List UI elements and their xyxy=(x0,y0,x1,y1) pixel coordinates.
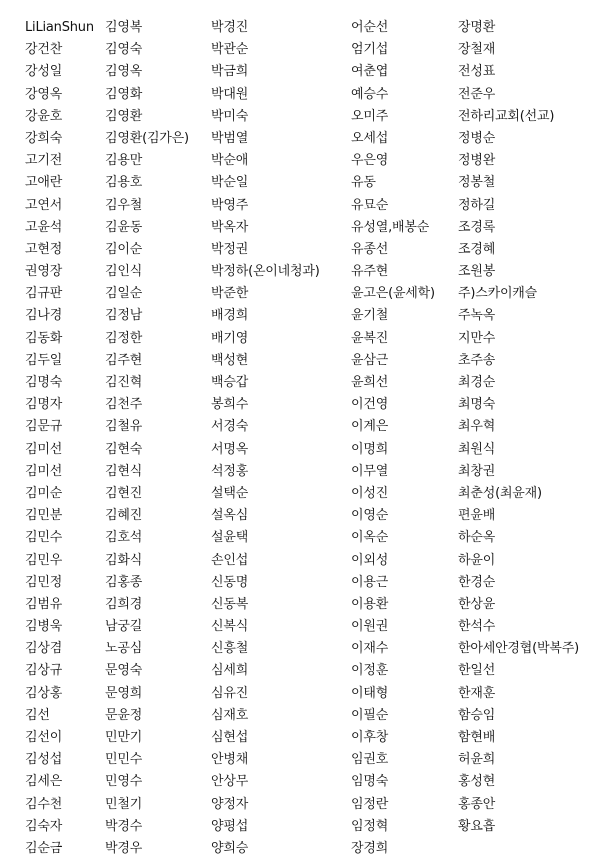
name-entry: 임명숙 xyxy=(351,774,389,790)
name-entry: 김상규 xyxy=(25,663,63,679)
name-entry: 홍성현 xyxy=(458,774,496,790)
name-entry: 최우혁 xyxy=(458,419,496,435)
name-entry: 안상무 xyxy=(211,774,249,790)
name-entry: 김정남 xyxy=(105,308,143,324)
name-entry: 김나경 xyxy=(25,308,63,324)
name-entry: 손인섭 xyxy=(211,552,249,568)
name-entry: 지만수 xyxy=(458,330,496,346)
name-entry: 권영장 xyxy=(25,264,63,280)
name-entry: 유동 xyxy=(351,175,376,191)
name-entry: 김병욱 xyxy=(25,619,63,635)
name-entry: 박준한 xyxy=(211,286,249,302)
name-entry: 이건영 xyxy=(351,397,389,413)
name-entry: 남궁길 xyxy=(105,619,143,635)
name-entry: 유주현 xyxy=(351,264,389,280)
name-entry: 서명옥 xyxy=(211,441,249,457)
name-entry: 이용근 xyxy=(351,574,389,590)
name-entry: 고윤석 xyxy=(25,219,63,235)
name-entry: 강희숙 xyxy=(25,130,63,146)
name-entry: 한상윤 xyxy=(458,596,496,612)
name-entry: 민영수 xyxy=(105,774,143,790)
name-entry: 강영옥 xyxy=(25,86,63,102)
name-entry: 정봉철 xyxy=(458,175,496,191)
name-entry: 김숙자 xyxy=(25,818,63,834)
name-entry: 이필순 xyxy=(351,707,389,723)
name-entry: 심현섭 xyxy=(211,730,249,745)
name-entry: 김영환(김가은) xyxy=(105,130,189,146)
name-entry: 강성일 xyxy=(25,64,63,80)
name-entry: 김순금 xyxy=(25,840,63,856)
name-entry: 강윤호 xyxy=(25,108,63,124)
name-entry: 이무열 xyxy=(351,463,389,479)
name-entry: 이계은 xyxy=(351,419,389,435)
name-entry: 김범유 xyxy=(25,596,63,612)
name-entry: 이외성 xyxy=(351,552,389,568)
name-entry: 김주현 xyxy=(105,352,143,368)
name-entry: 박금희 xyxy=(211,64,249,80)
name-entry: 장철재 xyxy=(458,42,496,58)
name-entry: 윤기철 xyxy=(351,308,389,324)
name-entry: 박범열 xyxy=(211,130,249,146)
name-entry: 함승임 xyxy=(458,707,496,723)
name-entry: 박옥자 xyxy=(211,219,249,235)
name-entry: 민민수 xyxy=(105,752,143,768)
name-entry: 이태형 xyxy=(351,685,389,701)
name-entry: 김영숙 xyxy=(105,42,143,58)
name-entry: 문영희 xyxy=(105,685,143,701)
name-entry: 박관순 xyxy=(211,42,249,58)
name-entry: 양평섭 xyxy=(211,818,249,834)
name-entry: 최춘성(최윤재) xyxy=(458,485,542,501)
name-entry: 장명환 xyxy=(458,20,496,35)
name-entry: 김미순 xyxy=(25,485,63,501)
name-column-3 xyxy=(211,17,320,860)
name-entry: 임정혁 xyxy=(351,818,389,834)
name-entry: 임정란 xyxy=(351,796,389,812)
name-entry: 이정훈 xyxy=(351,663,389,679)
name-entry: 고기전 xyxy=(25,153,63,169)
name-entry: 김윤동 xyxy=(105,219,143,235)
name-entry: 오미주 xyxy=(351,108,389,124)
name-entry: 김천주 xyxy=(105,397,143,413)
name-entry: 박영주 xyxy=(211,197,249,213)
name-column-5 xyxy=(458,17,579,838)
name-entry: 김세은 xyxy=(25,774,63,790)
name-entry: 유묘순 xyxy=(351,197,389,213)
name-entry: 정병완 xyxy=(458,153,496,169)
name-entry: 김민우 xyxy=(25,552,63,568)
name-entry: 이후창 xyxy=(351,730,389,745)
name-entry: 김정한 xyxy=(105,330,143,346)
name-entry: 김이순 xyxy=(105,241,143,257)
name-entry: 김혜진 xyxy=(105,508,143,524)
name-entry: 조경혜 xyxy=(458,241,496,257)
name-entry: 윤삼근 xyxy=(351,352,389,368)
name-entry: 김용만 xyxy=(105,153,143,169)
name-entry: 김명숙 xyxy=(25,375,63,390)
name-entry: 심유진 xyxy=(211,685,249,701)
name-entry: 고연서 xyxy=(25,197,63,213)
name-entry: 노공심 xyxy=(105,641,143,657)
name-entry: 전성표 xyxy=(458,64,496,80)
name-entry: 김호석 xyxy=(105,530,143,546)
name-entry: 김선이 xyxy=(25,730,63,745)
name-entry: 오세섭 xyxy=(351,130,389,146)
name-entry: 이명희 xyxy=(351,441,389,457)
name-entry: 조경록 xyxy=(458,219,496,235)
name-entry: 김민정 xyxy=(25,574,63,590)
name-entry: 김민분 xyxy=(25,508,63,524)
name-entry: 이성진 xyxy=(351,485,389,501)
name-entry: LiLianShun xyxy=(25,20,94,35)
name-entry: 어순선 xyxy=(351,20,389,35)
name-entry: 박정하(온이네청과) xyxy=(211,264,320,280)
name-entry: 김화식 xyxy=(105,552,143,568)
name-entry: 장경희 xyxy=(351,840,389,856)
name-entry: 김상겸 xyxy=(25,641,63,657)
name-entry: 김영옥 xyxy=(105,64,143,80)
name-entry: 김희경 xyxy=(105,596,143,612)
name-entry: 김영환 xyxy=(105,108,143,124)
name-entry: 김현숙 xyxy=(105,441,143,457)
name-entry: 주)스카이캐슬 xyxy=(458,286,538,302)
name-entry: 백성현 xyxy=(211,352,249,368)
name-entry: 편윤배 xyxy=(458,508,496,524)
name-entry: 배기영 xyxy=(211,330,249,346)
name-entry: 전하리교회(선교) xyxy=(458,108,555,124)
name-entry: 민만기 xyxy=(105,730,143,745)
name-entry: 윤희선 xyxy=(351,375,389,390)
name-entry: 강건찬 xyxy=(25,42,63,58)
name-entry: 윤복진 xyxy=(351,330,389,346)
name-entry: 양희승 xyxy=(211,840,249,856)
name-entry: 김문규 xyxy=(25,419,63,435)
name-entry: 신복식 xyxy=(211,619,249,635)
name-entry: 함현배 xyxy=(458,730,496,745)
name-entry: 설윤택 xyxy=(211,530,249,546)
name-entry: 하순옥 xyxy=(458,530,496,546)
name-entry: 김선 xyxy=(25,707,50,723)
name-entry: 신흥철 xyxy=(211,641,249,657)
name-column-4 xyxy=(351,17,435,860)
name-entry: 김미선 xyxy=(25,441,63,457)
name-entry: 안병채 xyxy=(211,752,249,768)
name-entry: 이원권 xyxy=(351,619,389,635)
name-entry: 김동화 xyxy=(25,330,63,346)
name-entry: 고현정 xyxy=(25,241,63,257)
name-entry: 김우철 xyxy=(105,197,143,213)
name-column-2 xyxy=(105,17,189,860)
name-entry: 박순애 xyxy=(211,153,249,169)
name-entry: 한석수 xyxy=(458,619,496,635)
name-entry: 초주송 xyxy=(458,352,496,368)
name-entry: 심세희 xyxy=(211,663,249,679)
name-entry: 이옥순 xyxy=(351,530,389,546)
name-entry: 조원봉 xyxy=(458,264,496,280)
name-entry: 한경순 xyxy=(458,574,496,590)
name-entry: 엄기섭 xyxy=(351,42,389,58)
name-entry: 김영화 xyxy=(105,86,143,102)
name-entry: 박대원 xyxy=(211,86,249,102)
name-entry: 한아세안경협(박복주) xyxy=(458,641,579,657)
name-entry: 박경진 xyxy=(211,20,249,35)
name-entry: 서경숙 xyxy=(211,419,249,435)
name-entry: 전준우 xyxy=(458,86,496,102)
name-entry: 김규판 xyxy=(25,286,63,302)
name-entry: 김민수 xyxy=(25,530,63,546)
name-entry: 박미숙 xyxy=(211,108,249,124)
name-entry: 최명숙 xyxy=(458,397,496,413)
name-entry: 최경순 xyxy=(458,375,496,390)
name-entry: 유성열,배봉순 xyxy=(351,219,430,235)
name-entry: 김성섭 xyxy=(25,752,63,768)
name-entry: 이재수 xyxy=(351,641,389,657)
name-entry: 황요흡 xyxy=(458,818,496,834)
name-entry: 홍종안 xyxy=(458,796,496,812)
name-entry: 신동명 xyxy=(211,574,249,590)
name-entry: 김진혁 xyxy=(105,375,143,390)
name-entry: 김명자 xyxy=(25,397,63,413)
name-entry: 신동복 xyxy=(211,596,249,612)
name-entry: 정병순 xyxy=(458,130,496,146)
name-entry: 심재호 xyxy=(211,707,249,723)
name-entry: 고애란 xyxy=(25,175,63,191)
name-entry: 한일선 xyxy=(458,663,496,679)
name-entry: 윤고은(윤세학) xyxy=(351,286,435,302)
name-entry: 배경희 xyxy=(211,308,249,324)
name-entry: 우은영 xyxy=(351,153,389,169)
name-entry: 하윤이 xyxy=(458,552,496,568)
name-entry: 김일순 xyxy=(105,286,143,302)
name-entry: 양정자 xyxy=(211,796,249,812)
name-entry: 예승수 xyxy=(351,86,389,102)
name-entry: 김홍종 xyxy=(105,574,143,590)
name-entry: 김두일 xyxy=(25,352,63,368)
name-entry: 김현식 xyxy=(105,463,143,479)
name-entry: 박경우 xyxy=(105,840,143,856)
name-entry: 백승갑 xyxy=(211,375,249,390)
name-entry: 최창권 xyxy=(458,463,496,479)
name-entry: 민철기 xyxy=(105,796,143,812)
name-entry: 김현진 xyxy=(105,485,143,501)
name-entry: 김상홍 xyxy=(25,685,63,701)
name-entry: 김미선 xyxy=(25,463,63,479)
name-entry: 문윤정 xyxy=(105,707,143,723)
name-entry: 박순일 xyxy=(211,175,249,191)
name-entry: 정하길 xyxy=(458,197,496,213)
name-column-1 xyxy=(25,17,94,860)
name-entry: 봉희수 xyxy=(211,397,249,413)
name-entry: 설택순 xyxy=(211,485,249,501)
name-entry: 박정권 xyxy=(211,241,249,257)
name-entry: 이영순 xyxy=(351,508,389,524)
name-entry: 주녹옥 xyxy=(458,308,496,324)
name-entry: 여춘엽 xyxy=(351,64,389,80)
name-entry: 이용환 xyxy=(351,596,389,612)
name-entry: 허윤희 xyxy=(458,752,496,768)
name-entry: 박경수 xyxy=(105,818,143,834)
name-entry: 임권호 xyxy=(351,752,389,768)
name-entry: 유종선 xyxy=(351,241,389,257)
name-entry: 김영복 xyxy=(105,20,143,35)
name-entry: 석정홍 xyxy=(211,463,249,479)
name-entry: 문영숙 xyxy=(105,663,143,679)
name-entry: 김인식 xyxy=(105,264,143,280)
name-entry: 최원식 xyxy=(458,441,496,457)
name-entry: 김용호 xyxy=(105,175,143,191)
name-entry: 김수천 xyxy=(25,796,63,812)
name-entry: 김철유 xyxy=(105,419,143,435)
name-entry: 한재훈 xyxy=(458,685,496,701)
name-entry: 설옥심 xyxy=(211,508,249,524)
